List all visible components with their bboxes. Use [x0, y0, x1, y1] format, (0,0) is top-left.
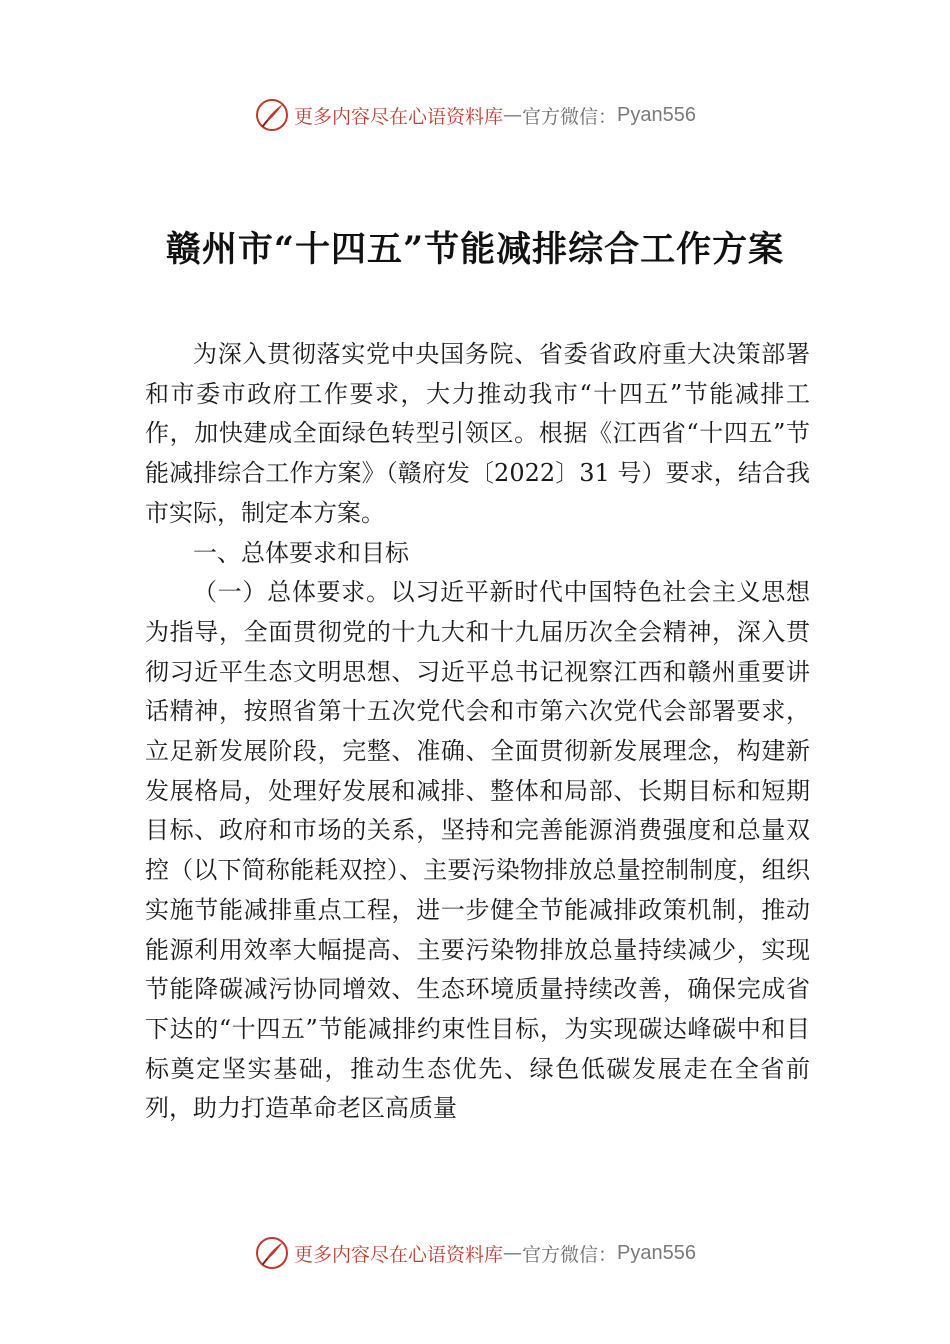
banner-wechat-id: Pyan556: [617, 103, 696, 126]
footer-site-text: 更多内容尽在心语资料库: [294, 1243, 504, 1266]
banner-wechat-label: 官方微信：: [522, 105, 618, 128]
footer-dash: —: [503, 1242, 523, 1264]
footer-wechat-id: Pyan556: [617, 1241, 696, 1264]
banner-dash: —: [503, 104, 523, 126]
footer-banner: [0, 1233, 950, 1273]
document-title: 赣州市“十四五”节能减排综合工作方案: [165, 229, 785, 270]
header-banner: [0, 95, 950, 135]
quill-circle-icon: [254, 97, 290, 133]
intro-paragraph: 为深入贯彻落实党中央国务院、省委省政府重大决策部署和市委市政府工作要求，大力推动我市“十四五”节能减排工作，加快建成全面绿色转型引领区。根据《江西省“十四五”节能减排综合工作方案》（赣府发〔2022〕31 号）要求，结合我市实际，制定本方案。: [145, 340, 810, 527]
section-heading: 一、总体要求和目标: [193, 538, 409, 567]
banner-site-text: 更多内容尽在心语资料库: [294, 105, 504, 128]
document-body: [145, 335, 810, 1129]
quill-circle-icon: [254, 1235, 290, 1271]
footer-wechat-label: 官方微信：: [522, 1243, 618, 1266]
general-requirements-paragraph: （一）总体要求。以习近平新时代中国特色社会主义思想为指导，全面贯彻党的十九大和十九届历次全会精神，深入贯彻习近平生态文明思想、习近平总书记视察江西和赣州重要讲话精神，按照省第十五次党代会和市第六次党代会部署要求，立足新发展阶段，完整、准确、全面贯彻新发展理念，构建新发展格局，处理好发展和减排、整体和局部、长期目标和短期目标、政府和市场的关系，坚持和完善能源消费强度和总量双控（以下简称能耗双控）、主要污染物排放总量控制制度，组织实施节能减排重点工程，进一步健全节能减排政策机制，推动能源利用效率大幅提高、主要污染物排放总量持续减少，实现节能降碳减污协同增效、生态环境质量持续改善，确保完成省下达的“十四五”节能减排约束性目标，为实现碳达峰碳中和目标奠定坚实基础，推动生态优先、绿色低碳发展走在全省前列，助力打造革命老区高质量: [145, 578, 810, 1123]
